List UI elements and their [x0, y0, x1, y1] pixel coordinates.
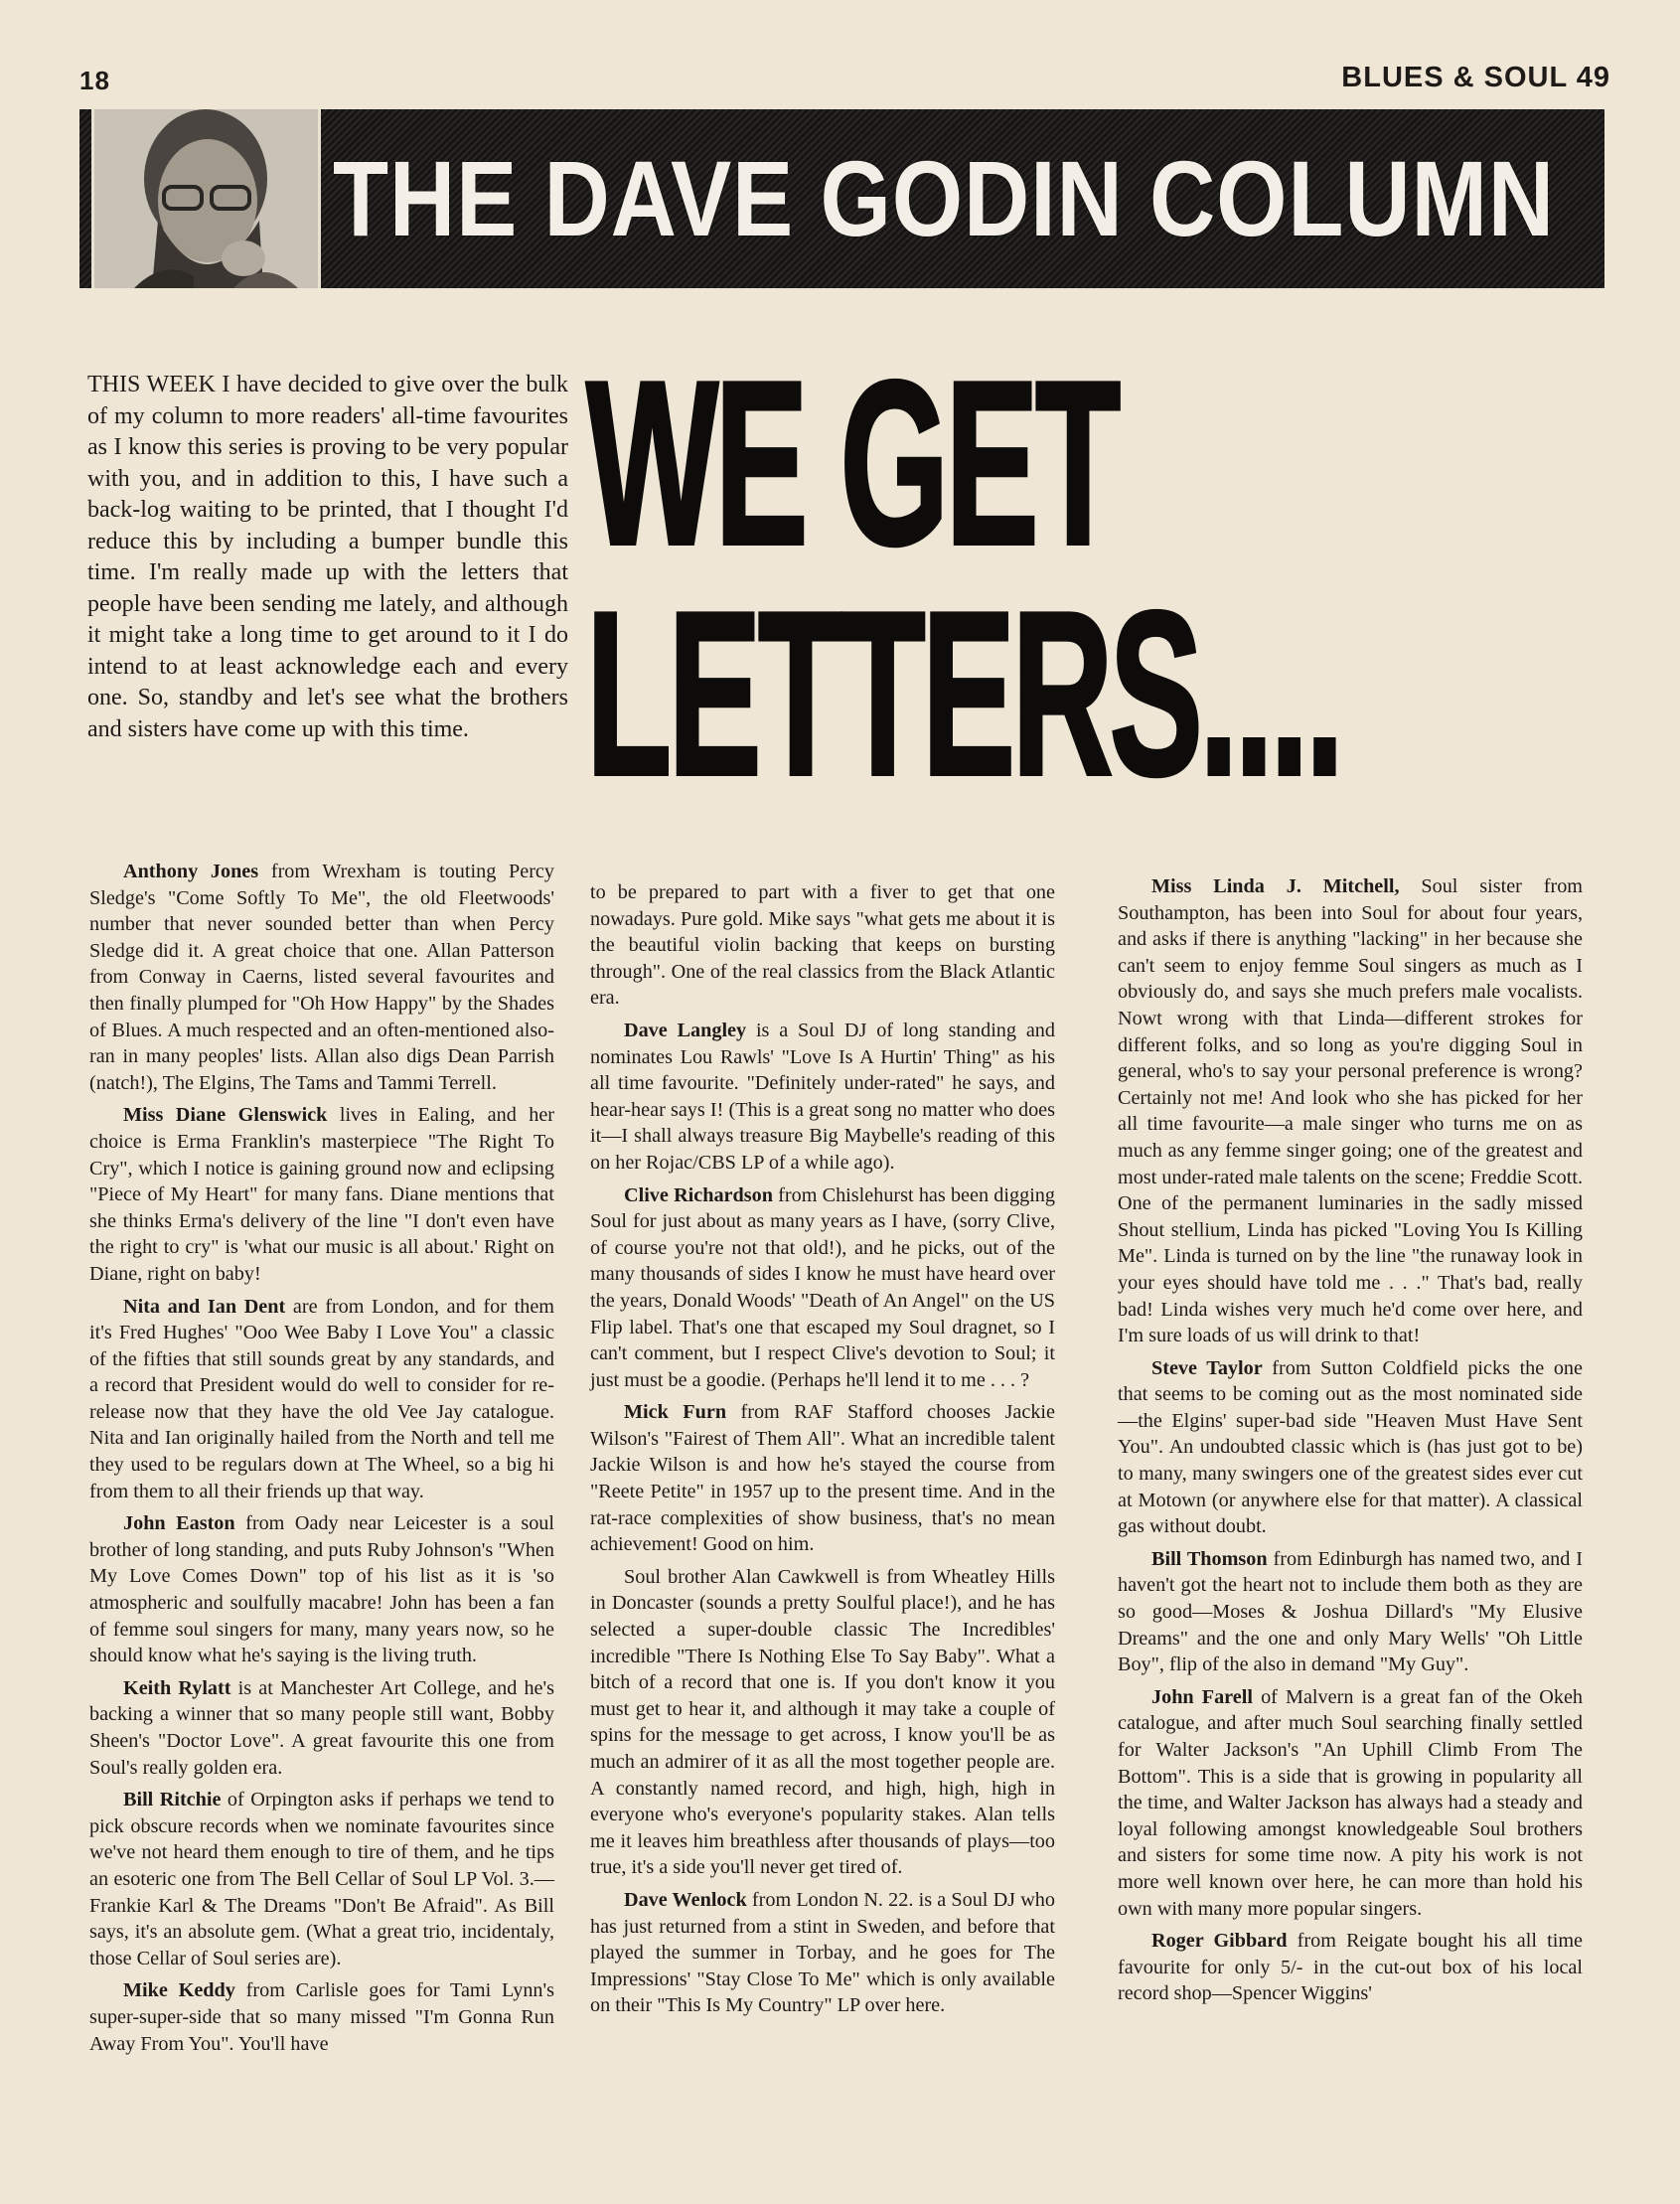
letter-paragraph	[590, 1018, 1055, 1177]
reader-name: Mick Furn	[624, 1401, 727, 1424]
reader-name: Roger Gibbard	[1151, 1930, 1288, 1953]
letter-text: Soul sister from Southampton, has been into Soul for about four years, and asks if there is anything "lacking" in her because she can't seem to enjoy femme Soul singers as much as I obviously do, and says she much prefers male vocalists. Nowt wrong with that Linda—different strokes for different folks, and so long as you're digging Soul in general, who's to say your personal preference is wrong? Certainly not me! And look who she has picked for her all time favourite—a male singer who turns me on as much as any femme singer going; one of the greatest and most under-rated male talents on the scene; Freddie Scott. One of the permanent luminaries in the sadly missed Shout stellium, Linda has picked "Loving You Is Killing Me". Linda is turned on by the line "the runaway look in your eyes should have told me . . ." That's bad, really bad! Linda wishes very much he'd come over here, and I'm sure loads of us will drink to that!	[1118, 875, 1583, 1347]
headline	[586, 332, 1341, 824]
reader-name: John Easton	[123, 1512, 235, 1535]
reader-name: Mike Keddy	[123, 1979, 235, 2002]
text-column-3	[1118, 873, 1583, 2013]
letter-text: from Chislehurst has been digging Soul for just about as many years as I have, (sorry Clive, of course you're not that old!), and he picks, out of the many thousands of sides I know he must have heard over the years, Donald Woods' "Death of An Angel" on the US Flip label. That's one that escaped my Soul dragnet, so I can't comment, but I respect Clive's devotion to Soul; it just must be a goodie. (Perhaps he'll lend it to me . . . ?	[590, 1183, 1055, 1391]
reader-name: Miss Diane Glenswick	[123, 1104, 328, 1127]
text-column-1	[89, 859, 554, 2063]
letter-paragraph	[1118, 1355, 1583, 1540]
letter-paragraph	[590, 879, 1055, 1012]
headline-line: LETTERS....	[586, 562, 1341, 824]
reader-name: Nita and Ian Dent	[123, 1295, 286, 1318]
letter-paragraph	[590, 1399, 1055, 1558]
letter-paragraph	[590, 1887, 1055, 2019]
letter-paragraph	[1118, 873, 1583, 1349]
letter-text: from Oady near Leicester is a soul brother of long standing, and puts Ruby Johnson's "When My Love Comes Down" top of his list as it is 'so atmospheric and soulfully macabre! John has been a fan of femme soul singers for many, many years now, so he should know what he's saying is the living truth.	[89, 1512, 554, 1667]
letter-paragraph	[89, 1675, 554, 1781]
text-column-2	[590, 879, 1055, 2025]
letter-paragraph	[89, 1294, 554, 1505]
reader-name: Bill Ritchie	[123, 1789, 222, 1811]
reader-name: Miss Linda J. Mitchell,	[1151, 875, 1400, 897]
letter-paragraph	[1118, 1546, 1583, 1678]
letter-text: from Wrexham is touting Percy Sledge's "Come Softly To Me", the old Fleetwoods' number that never sounded better than when Percy Sledge did it. A great choice that one. Allan Patterson from Conway in Caerns, listed several favourites and then finally plumped for "Oh How Happy" by the Shades of Blues. A much respected and an often-mentioned also-ran in many peoples' lists. Allan also digs Dean Parrish (natch!), The Elgins, The Tams and Tammi Terrell.	[89, 861, 554, 1094]
reader-name: John Farell	[1151, 1685, 1253, 1708]
intro-text: THIS WEEK I have decided to give over the bulk of my column to more readers' all-time favourites as I know this series is proving to be very popular with you, and in addition to this, I have such a back-log waiting to be printed, that I thought I'd reduce this by including a bumper bundle this time. I'm really made up with the letters that people have been sending me lately, and although it might take a long time to get around to it I do intend to at least acknowledge each and every one. So, standby and let's see what the brothers and sisters have come up with this time.	[87, 372, 568, 742]
reader-name: Steve Taylor	[1151, 1356, 1263, 1379]
masthead: BLUES & SOUL 49	[1341, 62, 1610, 93]
letter-paragraph	[89, 1102, 554, 1287]
letter-paragraph	[89, 1510, 554, 1669]
reader-name: Keith Rylatt	[123, 1676, 231, 1699]
letter-text: from Carlisle goes for Tami Lynn's super-super-side that so many missed "I'm Gonna Run Away From You". You'll have	[89, 1979, 554, 2055]
letter-text: of Orpington asks if perhaps we tend to pick obscure records when we nominate favourites since we've not heard them enough to tire of them, and he tips an esoteric one from The Bell Cellar of Soul LP Vol. 3.—Frankie Karl & The Dreams "Don't Be Afraid". As Bill says, it's an absolute gem. (What a great trio, incidentaly, those Cellar of Soul series are).	[89, 1789, 554, 1969]
letter-text: of Malvern is a great fan of the Okeh catalogue, and after much Soul searching finally settled for Walter Jackson's "An Uphill Climb From The Bottom". This is a side that is growing in popularity all the time, and Walter Jackson has always had a steady and loyal following amongst knowledgeable Soul brothers and sisters for some time now. A pity his work is not more well known over here, he can more than hold his own with many more popular singers.	[1118, 1685, 1583, 1920]
letter-text: to be prepared to part with a fiver to get that one nowadays. Pure gold. Mike says "what gets me about it is the beautiful violin backing that keeps on bursting through". One of the real classics from the Black Atlantic era.	[590, 881, 1055, 1010]
reader-name: Dave Langley	[624, 1019, 747, 1041]
author-photo	[91, 109, 321, 288]
reader-name: Dave Wenlock	[624, 1888, 747, 1911]
letter-paragraph	[89, 1787, 554, 1971]
letter-paragraph	[590, 1564, 1055, 1881]
banner-title: THE DAVE GODIN COLUMN	[333, 138, 1555, 258]
letter-paragraph	[89, 859, 554, 1096]
column-banner	[79, 109, 1604, 288]
reader-name: Bill Thomson	[1151, 1547, 1268, 1570]
reader-name: Clive Richardson	[624, 1183, 773, 1206]
page-number: 18	[79, 66, 110, 95]
letter-text: from London N. 22. is a Soul DJ who has just returned from a stint in Sweden, and before that played the summer in Torbay, and he goes for The Impressions' "Stay Close To Me" which is only available on their "This Is My Country" LP over here.	[590, 1888, 1055, 2017]
intro-paragraph	[87, 370, 568, 745]
letter-paragraph	[590, 1182, 1055, 1394]
letter-text: from Reigate bought his all time favourite for only 5/- in the cut-out box of his local record shop—Spencer Wiggins'	[1118, 1930, 1584, 2005]
headline-line: WE GET	[586, 332, 1118, 593]
letter-text: are from London, and for them it's Fred Hughes' "Ooo Wee Baby I Love You" a classic of the fifties that still sounds great by any standards, and a record that President would do well to consider for re-release now that they have the old Vee Jay catalogue. Nita and Ian originally hailed from the North and tell me they used to be regulars down at The Wheel, so a big hi from them to all their friends up that way.	[89, 1295, 554, 1502]
letter-text: from Sutton Coldfield picks the one that seems to be coming out as the most nominated side—the Elgins' super-bad side "Heaven Must Have Sent You". An undoubted classic which is (has just got to be) to many, many swingers one of the greatest sides ever cut at Motown (or anywhere else for that matter). A classical gas without doubt.	[1118, 1356, 1583, 1538]
letter-paragraph	[89, 1977, 554, 2057]
letter-text: is a Soul DJ of long standing and nominates Lou Rawls' "Love Is A Hurtin' Thing" as his all time favourite. "Definitely under-rated" he says, and hear-hear says I! (This is a great song no matter who does it—I shall always treasure Big Maybelle's reading of this on her Rojac/CBS LP of a while ago).	[590, 1019, 1055, 1174]
letter-text: is at Manchester Art College, and he's backing a winner that so many people still want, Bobby Sheen's "Doctor Love". A great favourite this one from Soul's really golden era.	[89, 1676, 554, 1779]
reader-name: Anthony Jones	[123, 861, 259, 882]
letter-paragraph	[1118, 1684, 1583, 1922]
letter-text: from Edinburgh has named two, and I haven't got the heart not to include them both as they are so good—Moses & Joshua Dillard's "My Elusive Dreams" and the one and only Mary Wells' "Oh Little Boy", flip of the also in demand "My Guy".	[1118, 1547, 1583, 1676]
letter-paragraph	[1118, 1928, 1583, 2007]
letter-text: from RAF Stafford chooses Jackie Wilson's "Fairest of Them All". What an incredible talent Jackie Wilson is and how he's stayed the course from "Reete Petite" in 1957 up to the present time. And in the rat-race complexities of show business, that's no mean achievement! Good on him.	[590, 1401, 1055, 1556]
letter-text: Soul brother Alan Cawkwell is from Wheatley Hills in Doncaster (sounds a pretty Soulful place!), and he has selected a super-double classic The Incredibles' incredible "There Is Nothing Else To Say Baby". What a bitch of a record that one is. If you don't know it you must get to hear it, and although it may take a couple of spins for the message to get across, I know you'll be as much an admirer of it as all the most together people are. A constantly named record, and high, high, high in everyone who's everyone's popularity stakes. Alan tells me it leaves him breathless after thousands of plays—too true, it's a side you'll never get tired of.	[590, 1565, 1055, 1879]
letter-text: lives in Ealing, and her choice is Erma Franklin's masterpiece "The Right To Cry", which I notice is gaining ground now and eclipsing "Piece of My Heart" for many fans. Diane mentions that she thinks Erma's delivery of the line "I don't even have the right to cry" is 'what our music is all about.' Right on Diane, right on baby!	[89, 1104, 555, 1285]
